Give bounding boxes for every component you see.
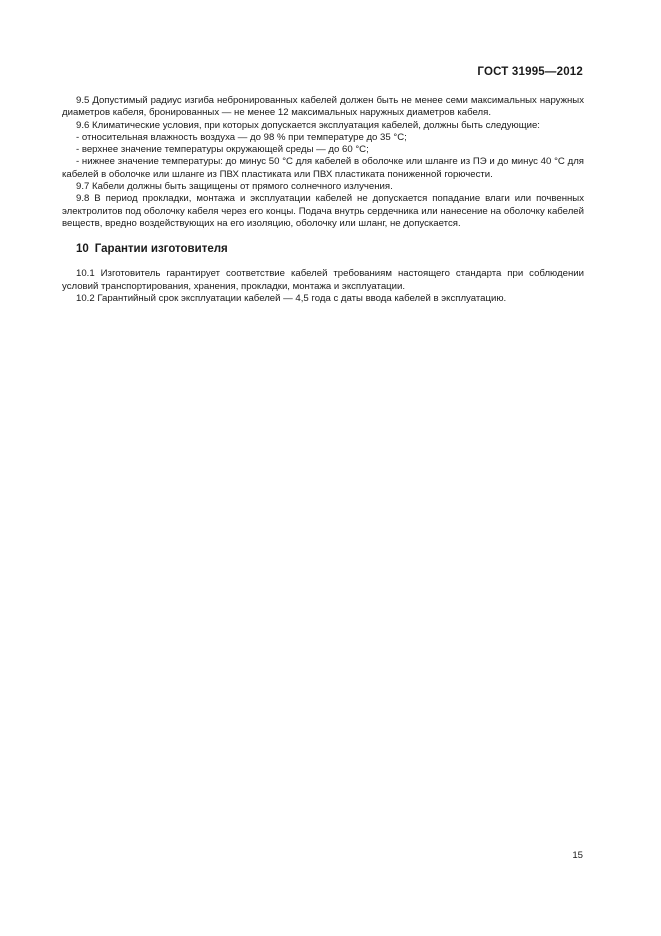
paragraph-10-1: 10.1 Изготовитель гарантирует соответствие кабелей требованиям настоящего стандарта при соблюдении условий транспортирования, хранения, прокладки, монтажа и эксплуатации. bbox=[62, 268, 584, 292]
list-item-humidity: - относительная влажность воздуха — до 98 % при температуре до 35 °С; bbox=[76, 131, 407, 143]
list-item-lower-temperature: - нижнее значение температуры: до минус 50 °С для кабелей в оболочке или шланге из ПЭ и до минус 40 °С для кабелей в оболочке или шланге из ПВХ пластиката или ПВХ пластиката пониженной горючести. bbox=[62, 156, 584, 180]
paragraph-9-8: 9.8 В период прокладки, монтажа и эксплуатации кабелей не допускается попадание влаги или почвенных электролитов под оболочку кабеля через его концы. Подача внутрь сердечника или нанесение на оболочку кабелей веществ, вредно воздействующих на его изоляцию, оболочку или шланг, не допускается. bbox=[62, 193, 584, 229]
section-title: Гарантии изготовителя bbox=[94, 243, 228, 256]
page-number: 15 bbox=[572, 850, 583, 861]
paragraph-9-7: 9.7 Кабели должны быть защищены от прямого солнечного излучения. bbox=[76, 181, 393, 193]
section-heading bbox=[62, 242, 584, 256]
document-header: ГОСТ 31995—2012 bbox=[477, 66, 583, 78]
section-number: 10 bbox=[76, 243, 89, 256]
list-item-upper-temperature: - верхнее значение температуры окружающей среды — до 60 °С; bbox=[76, 144, 369, 156]
paragraph-9-5: 9.5 Допустимый радиус изгиба небронированных кабелей должен быть не менее семи максимальных наружных диаметров кабеля, бронированных — не менее 12 максимальных наружных диаметров кабеля. bbox=[62, 95, 584, 119]
document-body bbox=[62, 95, 584, 305]
paragraph-10-2: 10.2 Гарантийный срок эксплуатации кабелей — 4,5 года с даты ввода кабелей в эксплуатацию. bbox=[76, 292, 507, 304]
paragraph-9-6: 9.6 Климатические условия, при которых допускается эксплуатация кабелей, должны быть следующие: bbox=[76, 119, 540, 131]
